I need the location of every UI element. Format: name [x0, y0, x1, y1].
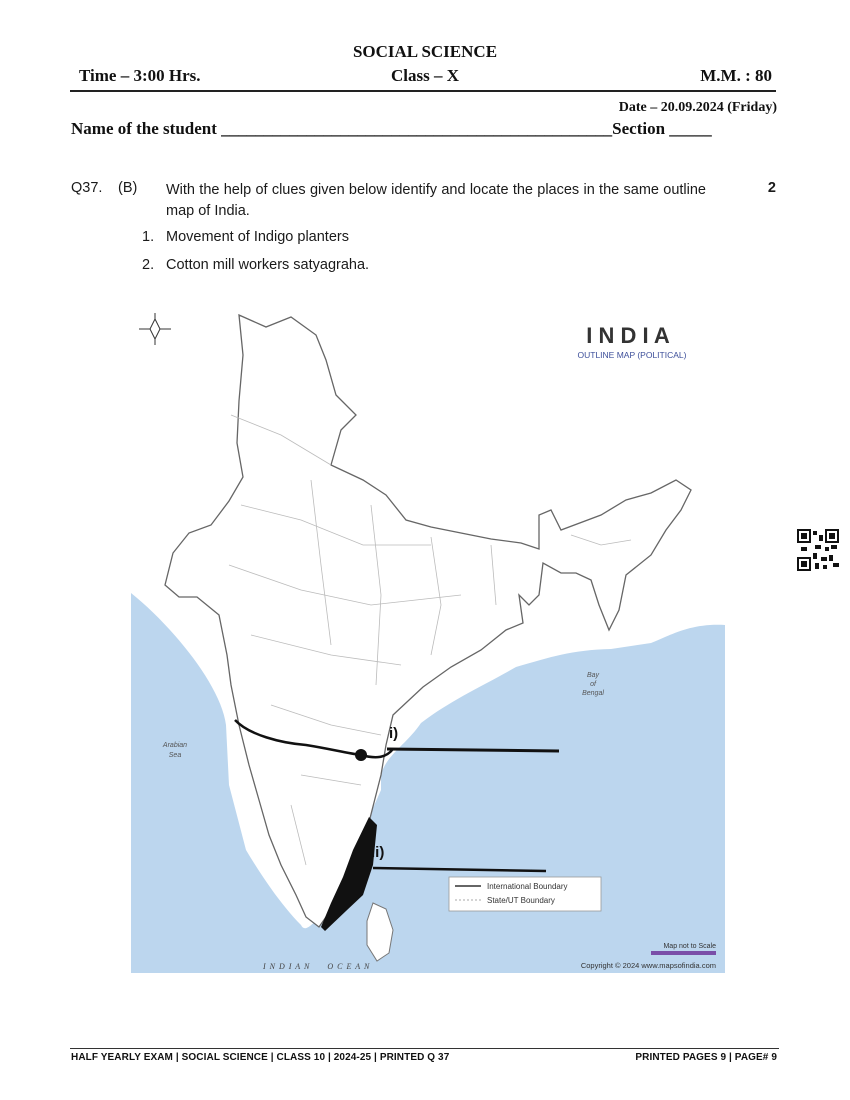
student-name-row [71, 119, 712, 139]
map-copyright: Copyright © 2024 www.mapsofindia.com [580, 961, 716, 970]
bay-label-line-1: Bay [586, 672, 600, 679]
ocean-label: I N D I A N O C E A N [263, 962, 370, 971]
question-text: With the help of clues given below identify and locate the places in the same outline map of India. [166, 182, 706, 219]
legend-state: State/UT Boundary [487, 896, 555, 905]
student-name-blank[interactable]: ______________________________________________ [221, 119, 613, 138]
clue-number: 1. [142, 229, 155, 245]
marker-1-dot [355, 749, 367, 761]
arabian-label-line-1: Arabian [162, 742, 188, 749]
marker-1-label: i) [389, 725, 399, 742]
question-number: Q37. [71, 180, 103, 196]
section-blank[interactable]: _____ [669, 119, 712, 138]
qr-code-icon [797, 529, 839, 571]
marker-2-label: ii) [371, 844, 385, 861]
map-subtitle: OUTLINE MAP (POLITICAL) [577, 350, 687, 360]
max-marks: M.M. : 80 [700, 66, 772, 85]
exam-class: Class – X [390, 66, 459, 85]
footer-right: PRINTED PAGES 9 | PAGE# 9 [635, 1052, 777, 1063]
exam-date: Date – 20.09.2024 (Friday) [618, 100, 777, 115]
exam-time: Time – 3:00 Hrs. [79, 66, 201, 85]
map-title: I N D I A [586, 323, 670, 348]
scale-bar [651, 951, 716, 955]
question-part: (B) [118, 180, 138, 196]
footer-left: HALF YEARLY EXAM | SOCIAL SCIENCE | CLASS 10 | 2024-25 | PRINTED Q 37 [71, 1052, 450, 1063]
clue-item: Movement of Indigo planters [166, 229, 349, 245]
scale-note: Map not to Scale [663, 943, 716, 950]
arabian-label-line-2: Sea [168, 752, 182, 759]
bay-label-line-3: Bengal [582, 690, 604, 697]
header-divider [70, 90, 776, 92]
legend-international: International Boundary [487, 882, 568, 891]
section-label: Section [612, 119, 666, 138]
clue-number: 2. [142, 257, 155, 273]
india-outline-map [131, 305, 725, 973]
question-marks: 2 [767, 180, 776, 196]
footer-divider [70, 1048, 779, 1049]
marker-1-pointer [387, 749, 559, 751]
exam-subject-title: SOCIAL SCIENCE [352, 42, 498, 61]
map-legend [449, 877, 601, 911]
clue-item: Cotton mill workers satyagraha. [166, 257, 370, 273]
bay-label-line-2: of [590, 681, 596, 688]
student-name-label: Name of the student [71, 119, 217, 138]
